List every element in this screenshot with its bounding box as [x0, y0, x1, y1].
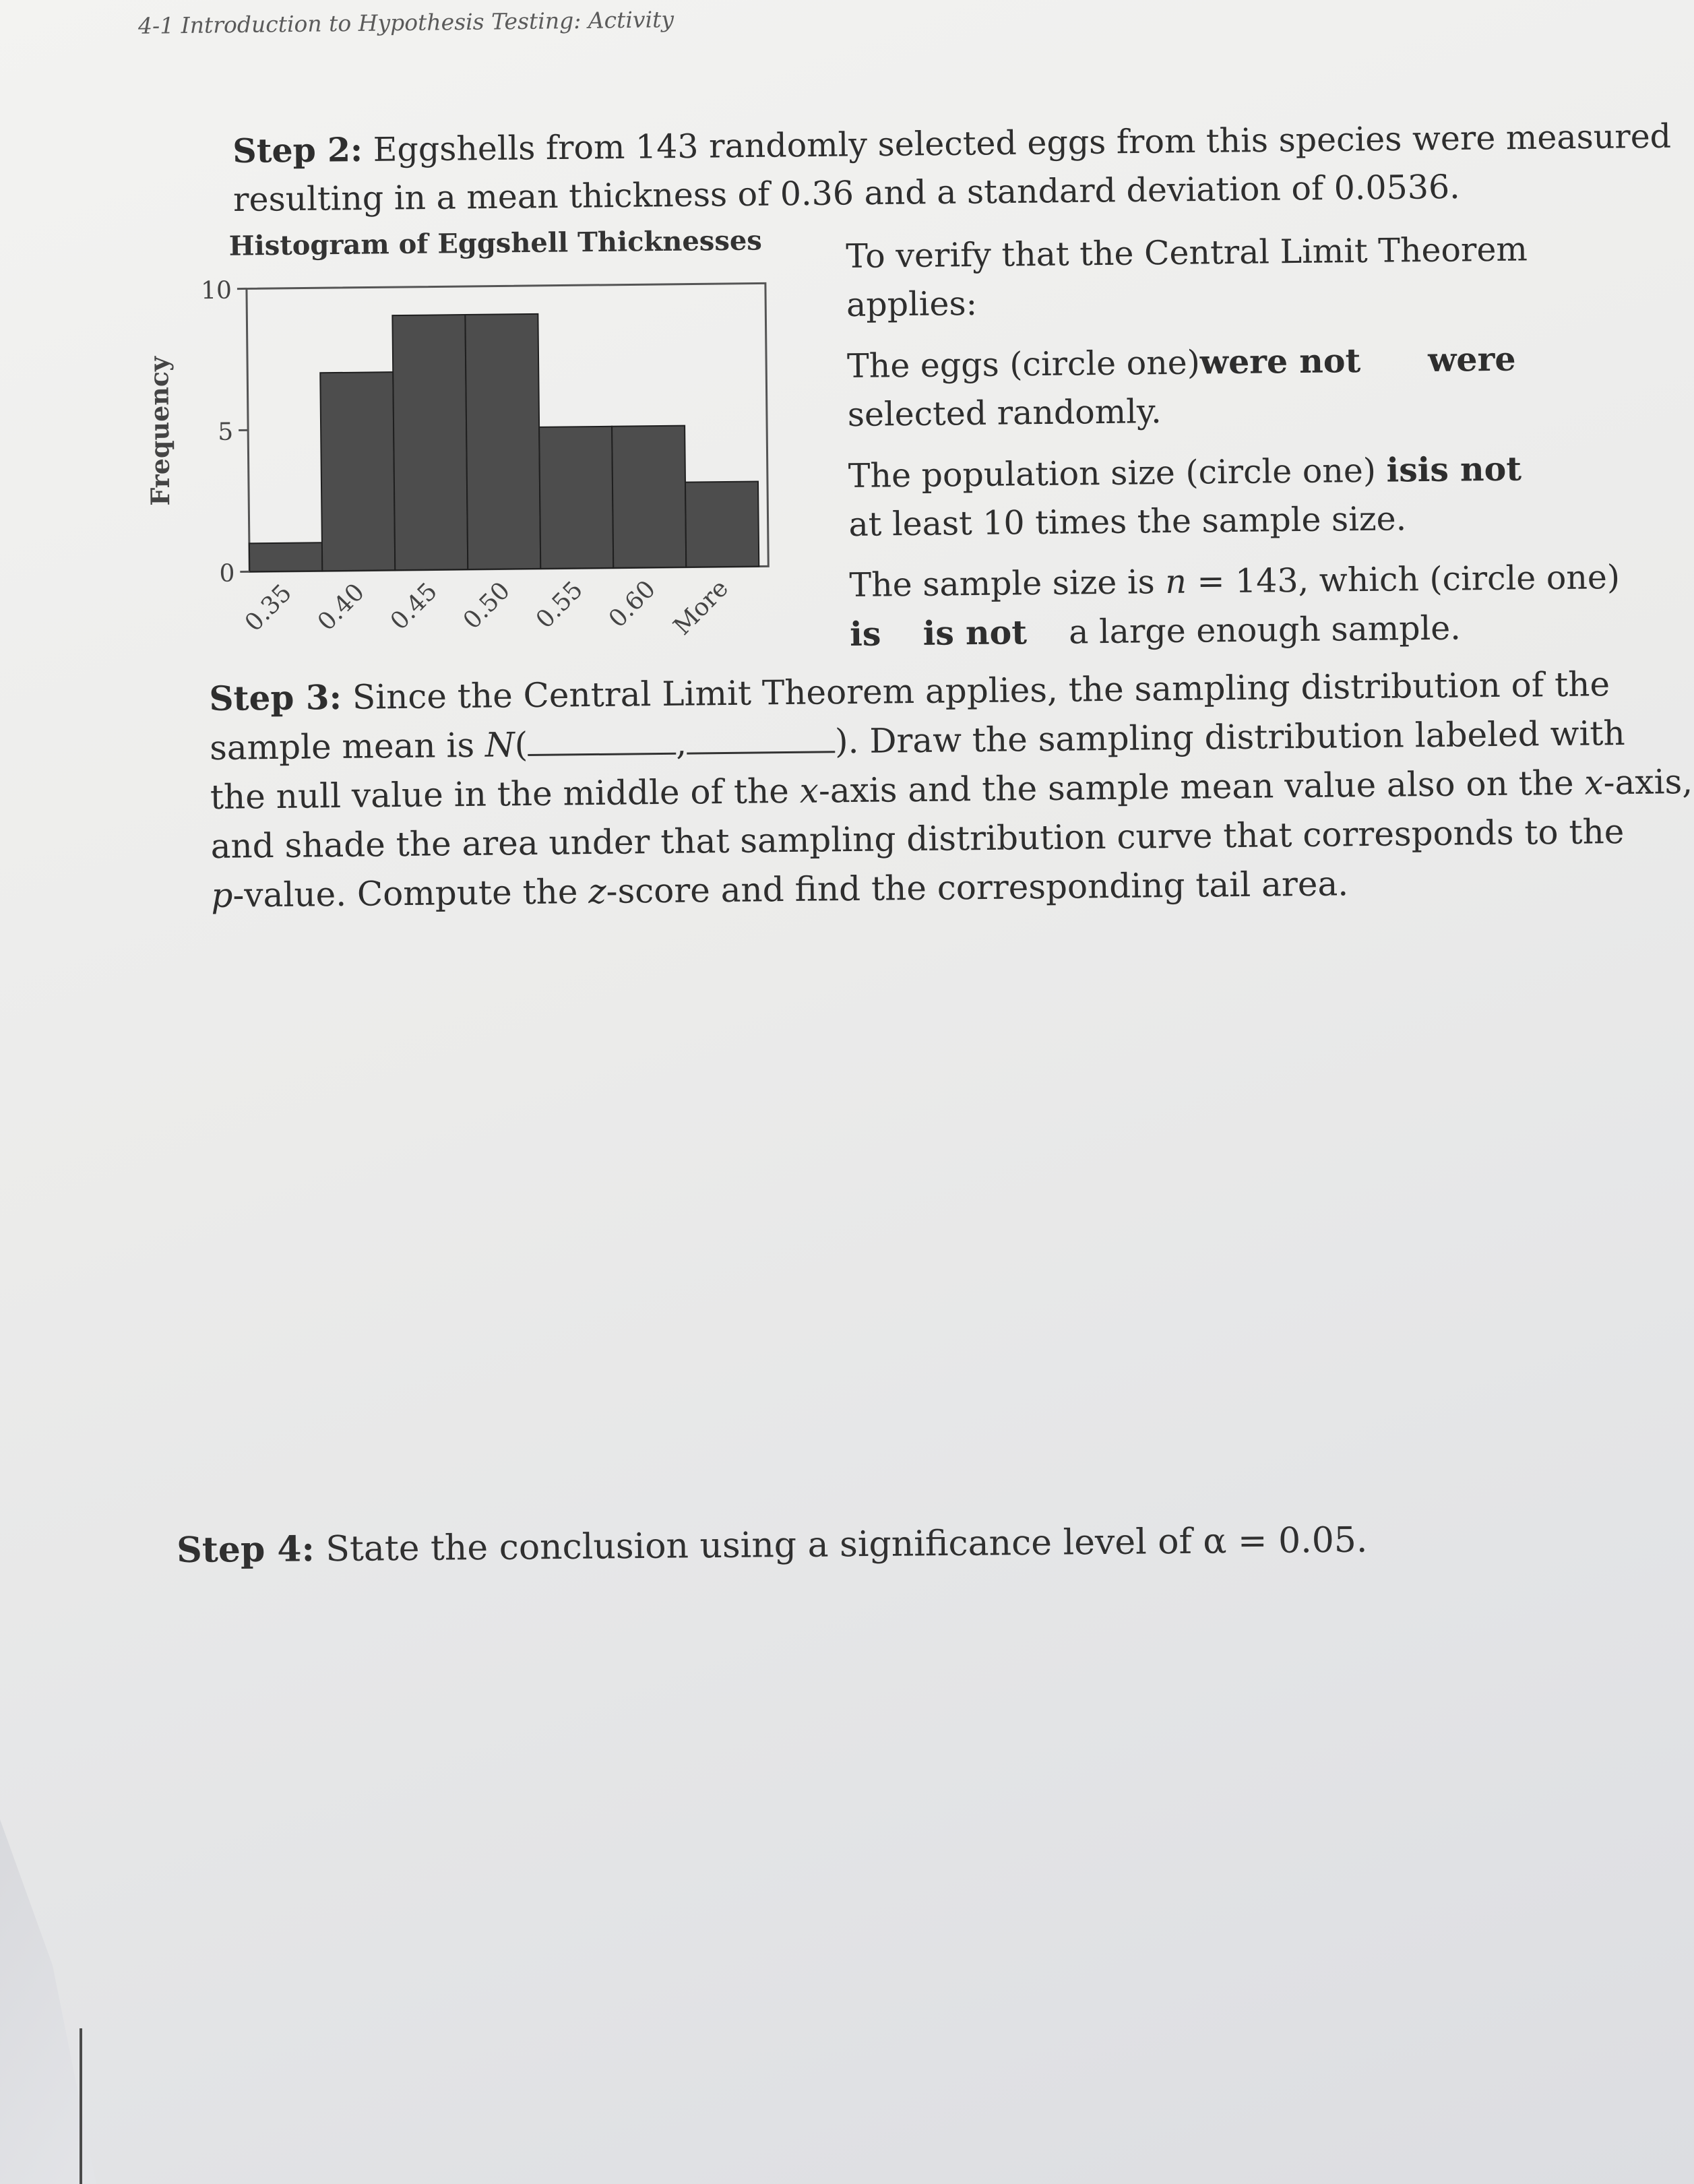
x-ticks-group	[239, 574, 734, 645]
clt-intro-line1: To verify that the Central Limit Theorem	[846, 230, 1528, 276]
step3-text-2b: ). Draw the sampling distribution labeled with	[834, 713, 1625, 761]
y-tick-label: 0	[219, 559, 235, 588]
q3-options-line	[850, 603, 1517, 659]
q2-tail: at least 10 times the sample size.	[848, 499, 1407, 544]
step3-text-3c: -axis,	[1603, 761, 1693, 803]
clt-intro-line2: applies:	[846, 284, 978, 324]
step3-text-5a: -value. Compute the	[232, 872, 589, 915]
q3-text-pre: The sample size is	[849, 563, 1166, 604]
step3-text-5b: -score and find the corresponding tail area.	[606, 864, 1349, 911]
step4-label: Step 4:	[177, 1528, 315, 1571]
bar-0.45	[392, 315, 468, 570]
clt-question-sample-size	[849, 555, 1621, 659]
x-tick-label: 0.45	[385, 578, 443, 636]
running-header: 4-1 Introduction to Hypothesis Testing: Activity	[137, 6, 675, 39]
q3-line	[849, 555, 1621, 610]
x-tick-label: 0.60	[603, 575, 662, 633]
y-tick-label: 10	[200, 276, 232, 305]
x-tick-label: More	[668, 574, 734, 641]
clt-intro	[846, 226, 1528, 330]
step3-z: z	[588, 871, 606, 912]
step3-p: p	[211, 875, 233, 915]
q3-option-is[interactable]: is	[849, 614, 881, 654]
chart-title: Histogram of Eggshell Thicknesses	[228, 224, 763, 262]
step3-open-paren: (	[514, 725, 528, 765]
bar-0.35	[249, 542, 322, 571]
step3-paragraph	[209, 660, 1693, 921]
clt-question-population	[848, 445, 1522, 549]
histogram-svg	[145, 222, 823, 660]
page-binding-edge	[80, 2028, 82, 2184]
q1-tail: selected randomly.	[847, 392, 1162, 434]
step3-N: N	[484, 725, 515, 765]
bar-0.55	[539, 427, 613, 569]
step3-text-4: and shade the area under that sampling distribution curve that corresponds to the	[210, 812, 1625, 866]
step4-paragraph	[177, 1520, 1368, 1571]
step3-comma: ,	[675, 723, 687, 763]
clt-conditions	[846, 226, 1621, 659]
q3-text-post: = 143, which (circle one)	[1186, 557, 1621, 601]
bar-0.40	[320, 372, 395, 571]
step2-label: Step 2:	[232, 129, 363, 170]
q1-option-were-not[interactable]: were not	[1199, 341, 1361, 382]
clt-question-eggs	[847, 335, 1515, 439]
mean-blank[interactable]	[528, 726, 676, 756]
step2-text-1: Eggshells from 143 randomly selected eggs from this species were measured	[373, 117, 1672, 169]
q3-tail: a large enough sample.	[1068, 609, 1462, 652]
q3-option-is-not[interactable]: is not	[922, 613, 1028, 653]
bar-0.60	[612, 426, 686, 568]
bar-More	[685, 481, 759, 567]
q2-option-is-not[interactable]: is not	[1417, 449, 1522, 490]
x-tick-label: 0.50	[458, 576, 516, 635]
q3-var-n: n	[1165, 562, 1187, 602]
step4-text: State the conclusion using a significance level of α = 0.05.	[325, 1520, 1368, 1570]
y-tick-label: 5	[218, 418, 234, 446]
y-axis-label: Frequency	[143, 356, 176, 506]
step3-text-3a: the null value in the middle of the	[210, 771, 801, 817]
step3-text-1: Since the Central Limit Theorem applies, the sampling distribution of the	[352, 664, 1610, 717]
bar-0.50	[465, 314, 540, 569]
q2-option-is[interactable]: is	[1386, 450, 1418, 490]
step3-text-2a: sample mean is	[209, 725, 486, 768]
y-ticks-group	[201, 276, 250, 588]
step3-x2: x	[1584, 763, 1604, 803]
step3-label: Step 3:	[209, 677, 342, 718]
q1-option-were[interactable]: were	[1427, 339, 1516, 379]
q1-text: The eggs (circle one)	[846, 343, 1201, 385]
page-curl	[0, 1819, 175, 2184]
step2-text-2: resulting in a mean thickness of 0.36 and a standard deviation of 0.0536.	[232, 167, 1460, 219]
x-tick-label: 0.55	[530, 575, 589, 634]
q2-text: The population size (circle one)	[848, 451, 1377, 495]
bars-group	[247, 312, 759, 572]
x-tick-label: 0.40	[312, 578, 371, 637]
step3-x1: x	[799, 771, 819, 811]
histogram-figure	[145, 222, 823, 660]
step3-text-3b: -axis and the sample mean value also on the	[818, 763, 1585, 811]
sd-blank[interactable]	[687, 724, 835, 754]
x-tick-label: 0.35	[239, 579, 298, 637]
step2-paragraph	[232, 113, 1672, 224]
